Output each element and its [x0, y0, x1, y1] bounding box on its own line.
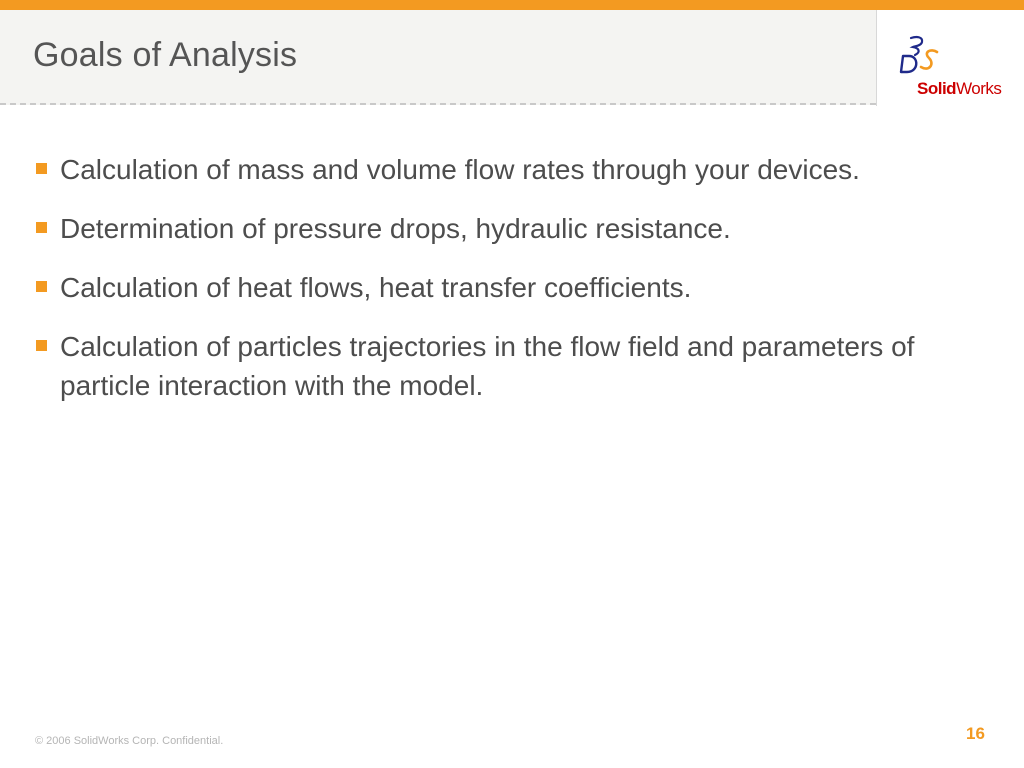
bullet-text: Determination of pressure drops, hydraulic resistance. — [60, 213, 731, 244]
bullet-text: Calculation of particles trajectories in the flow field and parameters of particle interaction with the model. — [60, 331, 915, 401]
bullet-list — [36, 150, 916, 425]
list-item — [36, 327, 916, 405]
title-band — [0, 10, 876, 105]
brand-works: Works — [956, 79, 1002, 98]
bullet-text: Calculation of mass and volume flow rates through your devices. — [60, 154, 860, 185]
solidworks-logo — [876, 10, 1024, 106]
list-item — [36, 150, 916, 189]
brand-solid: Solid — [917, 79, 957, 98]
bullet-square-icon — [36, 163, 47, 174]
footer-copyright: © 2006 SolidWorks Corp. Confidential. — [35, 735, 224, 747]
bullet-square-icon — [36, 222, 47, 233]
top-accent-stripe — [0, 0, 1024, 10]
bullet-text: Calculation of heat flows, heat transfer coefficients. — [60, 272, 692, 303]
slide-title: Goals of Analysis — [33, 36, 298, 74]
bullet-square-icon — [36, 340, 47, 351]
list-item — [36, 209, 916, 248]
list-item — [36, 268, 916, 307]
3ds-logo-icon — [897, 34, 945, 82]
brand-wordmark — [917, 80, 1001, 97]
page-number: 16 — [966, 724, 985, 743]
bullet-square-icon — [36, 281, 47, 292]
